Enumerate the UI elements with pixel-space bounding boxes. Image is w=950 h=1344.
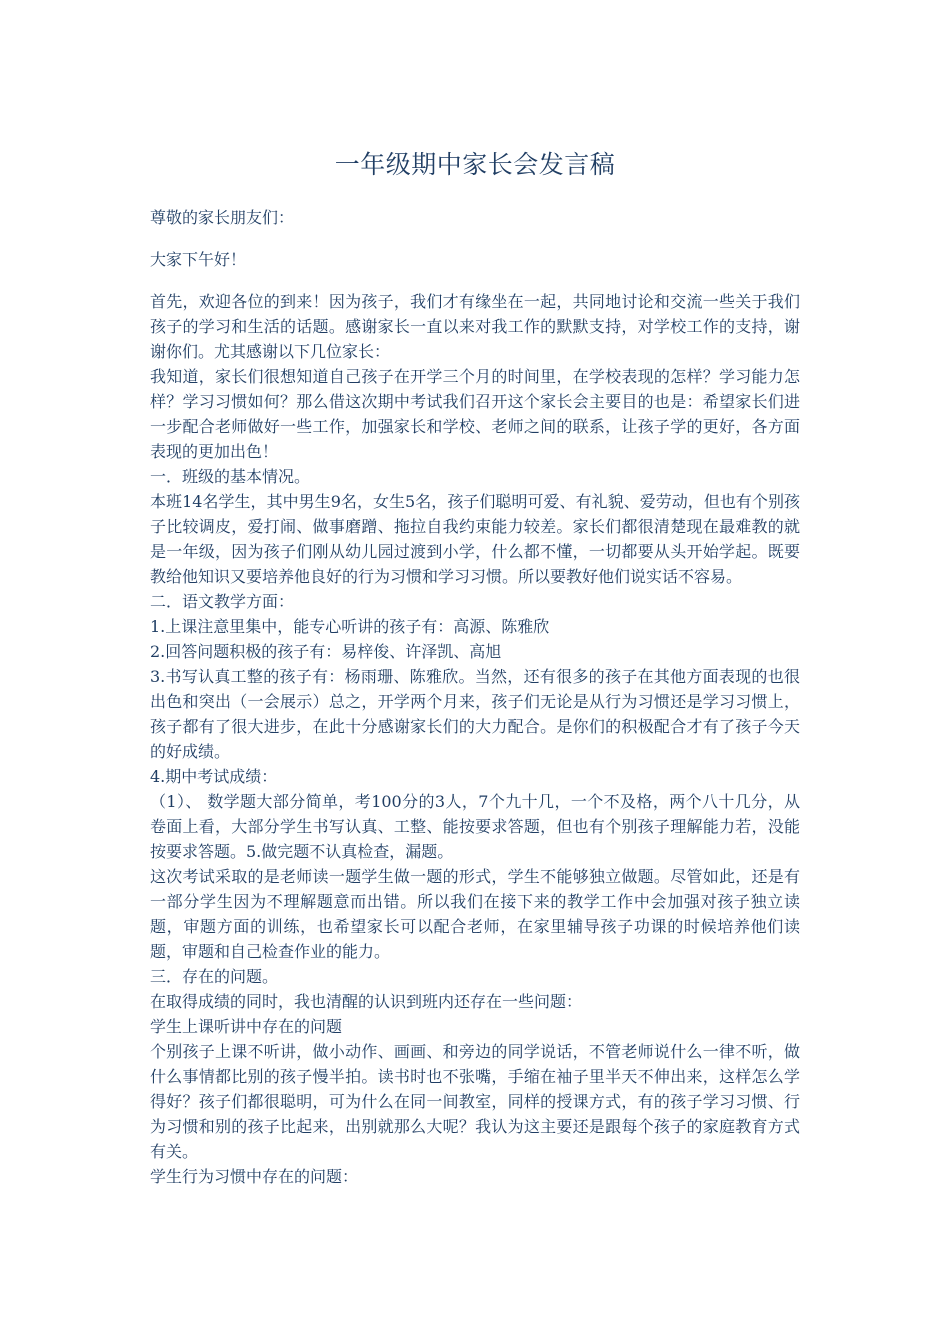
- section-heading-class-info: 一．班级的基本情况。: [150, 467, 311, 486]
- paragraph-purpose: 我知道，家长们很想知道自己孩子在开学三个月的时间里，在学校表现的怎样？学习能力怎样？学习习惯如何？那么借这次期中考试我们召开这个家长会主要目的也是：希望家长们进一步配合老师做好一些工作，加强家长和学校、老师之间的联系，让孩子学的更好，各方面表现的更加出色！: [150, 367, 800, 461]
- salutation: 尊敬的家长朋友们：: [150, 208, 295, 227]
- paragraph-math-results: （1）、 数学题大部分简单，考100分的3人，7个九十几，一个不及格，两个八十几分，从卷面上看，大部分学生书写认真、工整、能按要求答题，但也有个别孩子理解能力若，没能按要求答题。5.做完题不认真检查，漏题。: [150, 792, 800, 861]
- greeting: 大家下午好！: [150, 250, 247, 269]
- list-item-active-answers: 2.回答问题积极的孩子有：易梓俊、许泽凯、高旭: [150, 642, 502, 661]
- section-heading-chinese-teaching: 二．语文教学方面：: [150, 592, 295, 611]
- paragraph-class-info: 本班14名学生，其中男生9名，女生5名，孩子们聪明可爱、有礼貌、爱劳动，但也有个别孩子比较调皮，爱打闹、做事磨蹭、拖拉自我约束能力较差。家长们都很清楚现在最难教的就是一年级，因为孩子们刚从幼儿园过渡到小学，什么都不懂，一切都要从头开始学起。既要教给他知识又要培养他良好的行为习惯和学习习惯。所以要教好他们说实话不容易。: [150, 492, 800, 586]
- section-heading-problems: 三．存在的问题。: [150, 967, 279, 986]
- list-item-attentive: 1.上课注意里集中，能专心听讲的孩子有：高源、陈雅欣: [150, 617, 550, 636]
- subheading-listening-problems: 学生上课听讲中存在的问题: [150, 1017, 343, 1036]
- document-body: [150, 205, 800, 1189]
- paragraph-listening-problems: 个别孩子上课不听讲，做小动作、画画、和旁边的同学说话，不管老师说什么一律不听，做什么事情都比别的孩子慢半拍。读书时也不张嘴，手缩在袖子里半天不伸出来，这样怎么学得好？孩子们都很聪明，可为什么在同一间教室，同样的授课方式，有的孩子学习习惯、行为习惯和别的孩子比起来，出别就那么大呢？我认为这主要还是跟每个孩子的家庭教育方式有关。: [150, 1042, 800, 1161]
- list-item-midterm-results: 4.期中考试成绩：: [150, 767, 278, 786]
- paragraph-exam-format: 这次考试采取的是老师读一题学生做一题的形式，学生不能够独立做题。尽管如此，还是有一部分学生因为不理解题意而出错。所以我们在接下来的教学工作中会加强对孩子独立读题，审题方面的训练，也希望家长可以配合老师，在家里辅导孩子功课的时候培养他们读题，审题和自己检查作业的能力。: [150, 867, 800, 961]
- subheading-behavior-problems: 学生行为习惯中存在的问题：: [150, 1167, 359, 1186]
- document-title: 一年级期中家长会发言稿: [334, 150, 616, 179]
- paragraph-problems-intro: 在取得成绩的同时，我也清醒的认识到班内还存在一些问题：: [150, 992, 583, 1011]
- list-item-neat-writing: 3.书写认真工整的孩子有：杨雨珊、陈雅欣。当然，还有很多的孩子在其他方面表现的也很出色和突出（一会展示）总之，开学两个月来，孩子们无论是从行为习惯还是学习习惯上，孩子都有了很大进步，在此十分感谢家长们的大力配合。是你们的积极配合才有了孩子今天的好成绩。: [150, 667, 800, 761]
- paragraph-welcome: 首先，欢迎各位的到来！因为孩子，我们才有缘坐在一起，共同地讨论和交流一些关于我们孩子的学习和生活的话题。感谢家长一直以来对我工作的默默支持，对学校工作的支持，谢谢你们。尤其感谢以下几位家长：: [150, 292, 800, 361]
